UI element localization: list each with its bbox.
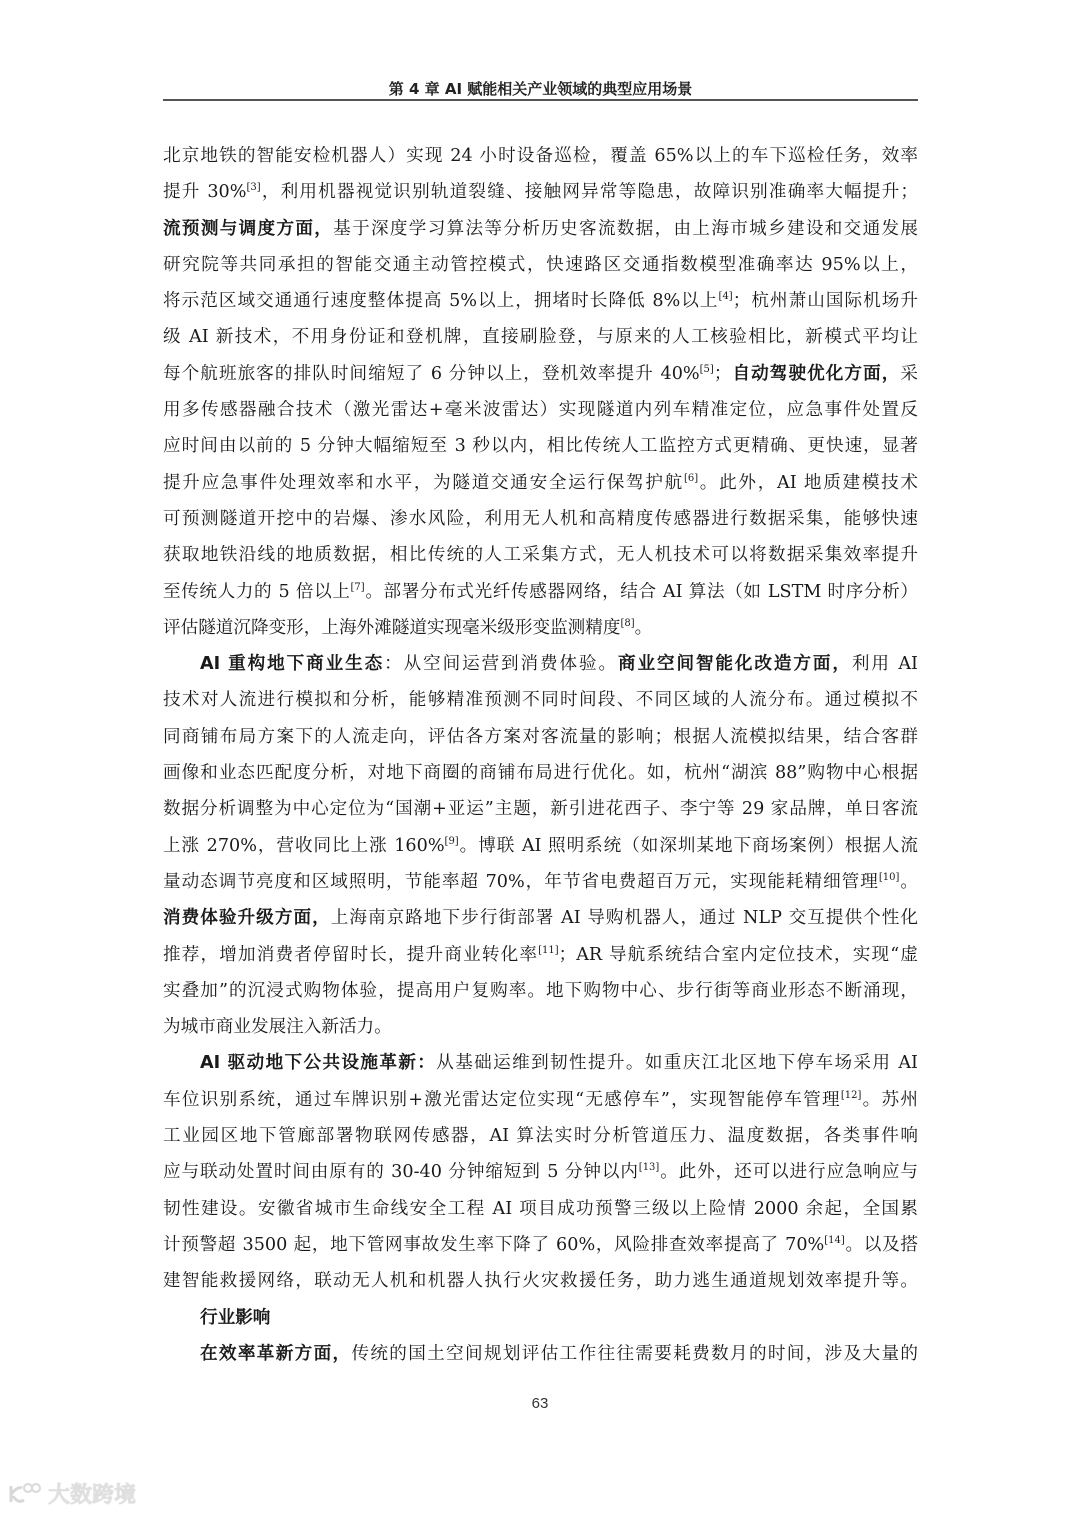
bold-phrase: 行业影响 [200, 1307, 271, 1328]
citation-ref: [13] [638, 1162, 660, 1174]
text-run: ；AR 导航系统结合室内定位技术，实现“虚 [558, 944, 918, 965]
text-line [163, 791, 918, 827]
text-run: 画像和业态匹配度分析，对地下商圈的商铺布局进行优化。如，杭州“湖滨 88”购物中心根据 [163, 763, 918, 784]
text-run: 量动态调节亮度和区域照明，节能率超 70%，年节省电费超百万元，实现能耗精细管理 [163, 871, 879, 892]
bold-phrase: AI 驱动地下公共设施革新： [200, 1053, 437, 1074]
text-line [163, 1045, 918, 1081]
text-line [163, 828, 918, 864]
text-line [163, 1300, 918, 1336]
text-run: 上涨 270%，营收同比上涨 160% [163, 835, 445, 856]
text-run: 应与联动处置时间由原有的 30-40 分钟缩短到 5 分钟以内 [163, 1162, 639, 1183]
text-run: 至传统人力的 5 倍以上 [163, 581, 351, 602]
text-run: 为城市商业发展注入新活力。 [163, 1017, 392, 1038]
text-run: 应时间由以前的 5 分钟大幅缩短至 3 秒以内，相比传统人工监控方式更精确、更快速，显著 [163, 436, 918, 457]
text-run: 级 AI 新技术，不用身份证和登机牌，直接刷脸登，与原来的人工核验相比，新模式平均让 [163, 327, 918, 348]
page-number: 63 [531, 1395, 549, 1412]
text-run: 。以及搭 [844, 1234, 918, 1255]
text-line [163, 1009, 918, 1045]
text-line [163, 501, 918, 537]
text-line [163, 537, 918, 573]
text-line [163, 682, 918, 718]
text-run: 。 [634, 617, 653, 638]
text-line [163, 1336, 918, 1372]
text-run: 。部署分布式光纤传感器网络，结合 AI 算法（如 LSTM 时序分析） [364, 581, 918, 602]
k100-logo-icon [8, 1482, 42, 1506]
text-run: ； [713, 363, 732, 384]
text-run: 用多传感器融合技术（激光雷达+毫米波雷达）实现隧道内列车精准定位，应急事件处置反 [163, 400, 918, 421]
citation-ref: [4] [718, 291, 733, 303]
text-line [163, 356, 918, 392]
text-run: ：从空间运营到消费体验。 [384, 654, 618, 675]
watermark-text: 大数跨境 [48, 1483, 137, 1508]
text-run: 韧性建设。安徽省城市生命线安全工程 AI 项目成功预警三级以上险情 2000 余起，全国累 [163, 1198, 918, 1219]
text-line [163, 646, 918, 682]
text-line [163, 319, 918, 355]
bold-phrase: 自动驾驶优化方面， [731, 363, 901, 384]
bold-phrase: 商业空间智能化改造方面， [617, 654, 852, 675]
bold-phrase: 在效率革新方面， [200, 1343, 352, 1364]
text-line [163, 465, 918, 501]
citation-ref: [10] [878, 871, 900, 883]
text-run: 建智能救援网络，联动无人机和机器人执行火灾救援任务，助力逃生通道规划效率提升等。 [163, 1271, 918, 1292]
text-line [163, 1154, 918, 1190]
text-run: ；杭州萧山国际机场升 [732, 291, 918, 312]
citation-ref: [5] [699, 363, 714, 375]
text-line [163, 1082, 918, 1118]
citation-ref: [6] [683, 472, 699, 484]
text-line [163, 610, 918, 646]
text-run: 实叠加”的沉浸式购物体验，提高用户复购率。地下购物中心、步行街等商业形态不断涌现， [163, 980, 918, 1001]
text-line [163, 1263, 918, 1299]
text-line [163, 719, 918, 755]
text-run: 。此外，还可以进行应急响应与 [659, 1162, 918, 1183]
text-run: 传统的国土空间规划评估工作往往需要耗费数月的时间，涉及大量的 [351, 1343, 918, 1364]
body-text [163, 138, 918, 1372]
watermark [8, 1478, 136, 1509]
text-line [163, 1118, 918, 1154]
text-run: 基于深度学习算法等分析历史客流数据，由上海市城乡建设和交通发展 [333, 218, 918, 239]
text-line [163, 211, 918, 247]
text-line [163, 1227, 918, 1263]
citation-ref: [9] [444, 835, 459, 847]
citation-ref: [7] [350, 581, 365, 593]
text-run: 从基础运维到韧性提升。如重庆江北区地下停车场采用 AI [436, 1053, 918, 1074]
text-line [163, 138, 918, 174]
text-line [163, 574, 918, 610]
text-run: 。苏州 [861, 1089, 918, 1110]
text-run: 采 [900, 363, 918, 384]
text-line [163, 937, 918, 973]
text-run: 研究院等共同承担的智能交通主动管控模式，快速路区交通指数模型准确率达 95%以上， [163, 254, 918, 275]
text-line [163, 283, 918, 319]
text-run: 。此外，AI 地质建模技术 [698, 472, 918, 493]
text-run: 车位识别系统，通过车牌识别+激光雷达定位实现“无感停车”，实现智能停车管理 [163, 1089, 841, 1110]
text-run: 提升 30% [163, 182, 247, 203]
text-run: 计预警超 3500 起，地下管网事故发生率下降了 60%，风险排查效率提高了 70% [163, 1234, 825, 1255]
text-run: 利用 AI [851, 654, 918, 675]
text-run: 将示范区域交通通行速度整体提高 5%以上，拥堵时长降低 8%以上 [163, 291, 719, 312]
text-line [163, 755, 918, 791]
text-run: 北京地铁的智能安检机器人）实现 24 小时设备巡检，覆盖 65%以上的车下巡检任务，效率 [163, 146, 918, 166]
chapter-header: 第 4 章 AI 赋能相关产业领域的典型应用场景 [388, 80, 693, 98]
text-run: 获取地铁沿线的地质数据，相比传统的人工采集方式，无人机技术可以将数据采集效率提升 [163, 545, 918, 566]
citation-ref: [8] [620, 617, 635, 629]
text-run: 同商铺布局方案下的人流走向，评估各方案对客流量的影响；根据人流模拟结果，结合客群 [163, 726, 918, 747]
text-line [163, 247, 918, 283]
text-run: 数据分析调整为中心定位为“国潮+亚运”主题，新引进花西子、李宁等 29 家品牌，单日客流 [163, 799, 918, 820]
text-line [163, 1191, 918, 1227]
citation-ref: [3] [246, 182, 261, 194]
citation-ref: [12] [840, 1089, 862, 1101]
bold-phrase: 流预测与调度方面， [163, 218, 334, 239]
text-run: ，利用机器视觉识别轨道裂缝、接触网异常等隐患，故障识别准确率大幅提升； [260, 182, 918, 203]
text-run: 上海南京路地下步行街部署 AI 导购机器人，通过 NLP 交互提供个性化 [330, 908, 918, 929]
text-line [163, 428, 918, 464]
citation-ref: [11] [538, 944, 559, 956]
text-line [163, 864, 918, 900]
text-line [163, 973, 918, 1009]
bold-phrase: AI 重构地下商业生态 [200, 654, 385, 675]
text-run: 工业园区地下管廊部署物联网传感器，AI 算法实时分析管道压力、温度数据，各类事件响 [163, 1126, 918, 1147]
text-run: 技术对人流进行模拟和分析，能够精准预测不同时间段、不同区域的人流分布。通过模拟不 [163, 690, 918, 711]
bold-phrase: 消费体验升级方面， [163, 908, 331, 929]
text-line [163, 392, 918, 428]
text-run: 。 [899, 871, 918, 892]
text-run: 推荐，增加消费者停留时长，提升商业转化率 [163, 944, 539, 965]
header-divider [163, 99, 918, 101]
text-run: 评估隧道沉降变形，上海外滩隧道实现毫米级形变监测精度 [163, 617, 621, 638]
text-line [163, 900, 918, 936]
citation-ref: [14] [824, 1234, 845, 1246]
text-run: 可预测隧道开挖中的岩爆、渗水风险，利用无人机和高精度传感器进行数据采集，能够快速 [163, 508, 918, 529]
text-run: 提升应急事件处理效率和水平，为隧道交通安全运行保驾护航 [163, 472, 684, 493]
text-run: 。博联 AI 照明系统（如深圳某地下商场案例）根据人流 [458, 835, 918, 856]
text-line [163, 174, 918, 210]
text-run: 每个航班旅客的排队时间缩短了 6 分钟以上，登机效率提升 40% [163, 363, 700, 384]
